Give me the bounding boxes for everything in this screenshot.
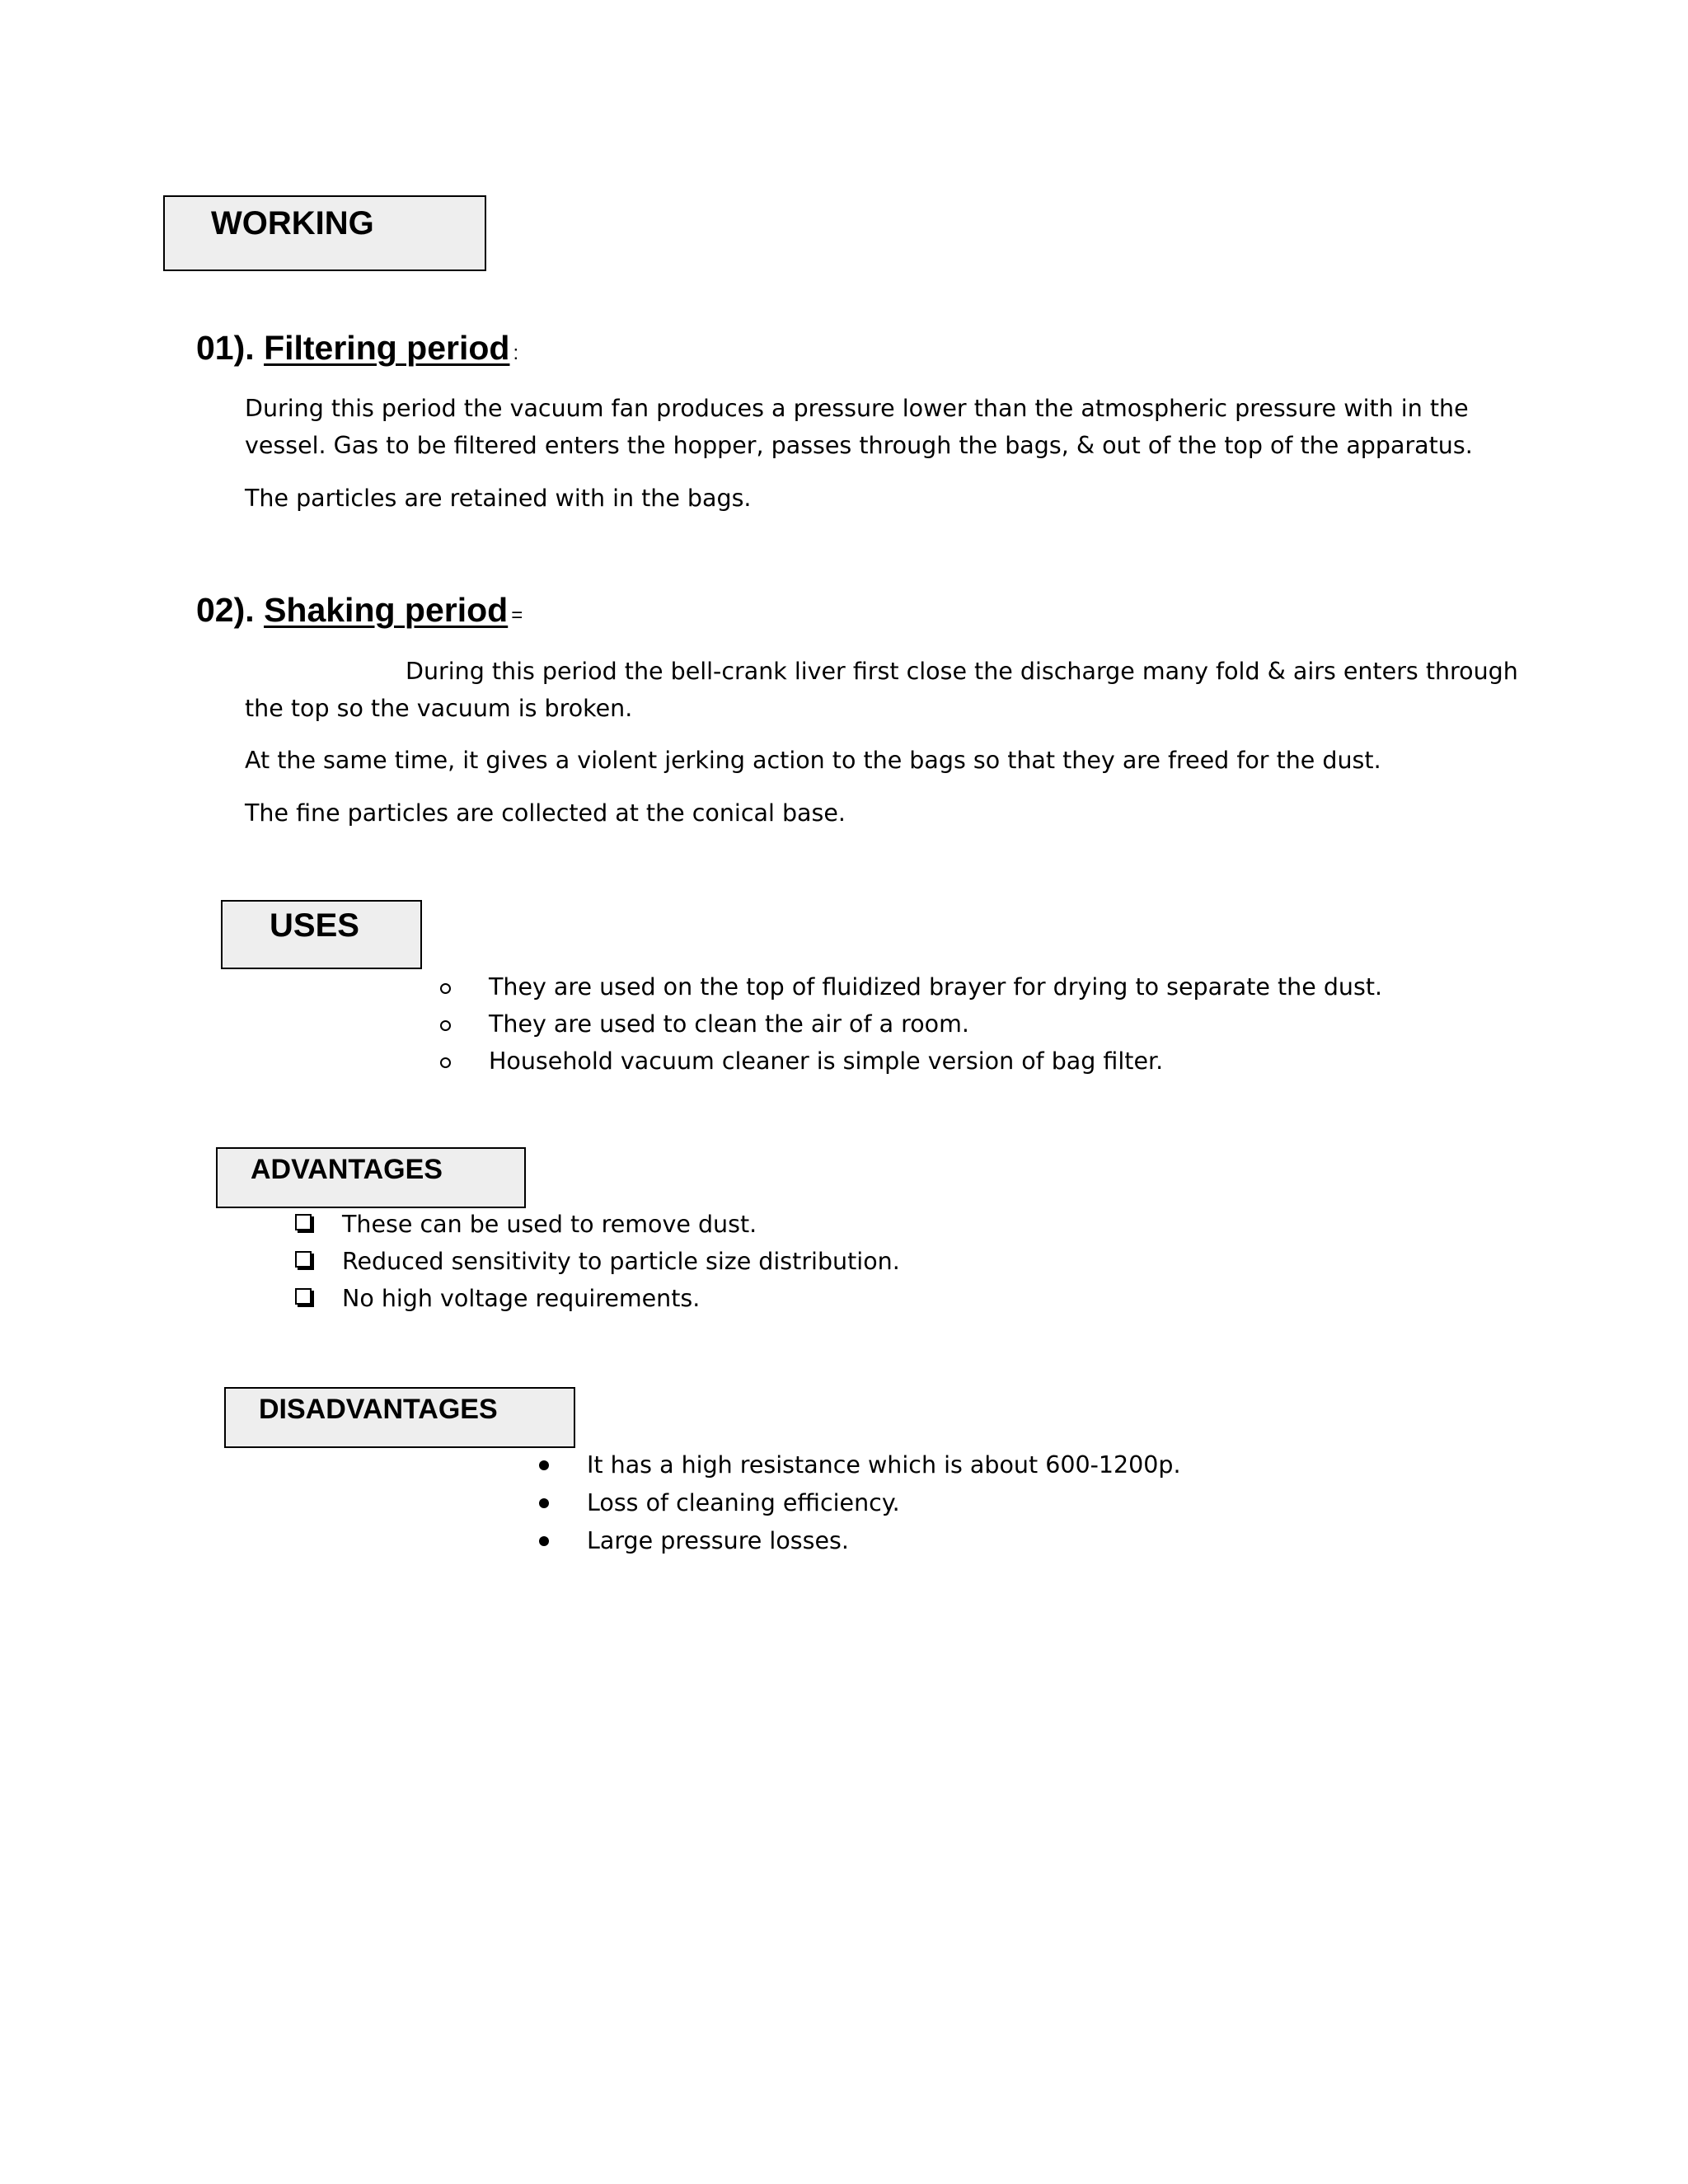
advantages-heading-box (216, 1147, 526, 1208)
filtering-period-title: Filtering period (264, 329, 510, 367)
advantages-heading: ADVANTAGES (251, 1154, 443, 1185)
uses-heading: USES (270, 907, 359, 944)
list-item: They are used on the top of fluidized brayer for drying to separate the dust. (440, 972, 1382, 1002)
filled-circle-bullet-icon (539, 1460, 549, 1470)
filtering-paragraph-retained: The particles are retained with in the bags. (245, 485, 752, 512)
list-item: It has a high resistance which is about 600-1200p. (539, 1451, 1181, 1480)
working-heading-box (163, 195, 486, 271)
shaking-period-title: Shaking period (264, 591, 509, 629)
hollow-circle-bullet-icon (440, 1020, 451, 1031)
filtering-paragraph-line-2: vessel. Gas to be filtered enters the hopper, passes through the bags, & out of the top of the apparatus. (245, 432, 1473, 459)
disadvantages-heading-box (224, 1387, 575, 1448)
shaking-paragraph-line-1: During this period the bell-crank liver first close the discharge many fold & airs enters through (406, 658, 1518, 685)
shaking-paragraph-line-2: the top so the vacuum is broken. (245, 695, 633, 722)
list-item: Household vacuum cleaner is simple version of bag filter. (440, 1047, 1163, 1076)
filtering-paragraph-line-1: During this period the vacuum fan produces a pressure lower than the atmospheric pressure with in the (245, 395, 1469, 422)
list-item: Loss of cleaning efficiency. (539, 1488, 900, 1518)
working-heading: WORKING (211, 205, 374, 241)
filtering-period-suffix: : (513, 342, 519, 364)
filtering-period-number: 01). (196, 329, 255, 367)
shaking-period-suffix: = (511, 604, 523, 626)
filled-circle-bullet-icon (539, 1498, 549, 1508)
shaking-period-heading (196, 593, 523, 627)
checkbox-square-bullet-icon (295, 1214, 312, 1230)
shaking-paragraph-collected: The fine particles are collected at the conical base. (245, 799, 846, 827)
checkbox-square-bullet-icon (295, 1288, 312, 1305)
shaking-paragraph-jerking: At the same time, it gives a violent jerking action to the bags so that they are freed for the dust. (245, 747, 1381, 774)
list-item: These can be used to remove dust. (295, 1210, 757, 1240)
filled-circle-bullet-icon (539, 1536, 549, 1546)
filtering-period-heading (196, 331, 518, 365)
shaking-period-number: 02). (196, 591, 255, 629)
list-item: Reduced sensitivity to particle size distribution. (295, 1247, 900, 1277)
checkbox-square-bullet-icon (295, 1251, 312, 1268)
disadvantages-heading: DISADVANTAGES (259, 1394, 498, 1425)
list-item: No high voltage requirements. (295, 1284, 700, 1314)
hollow-circle-bullet-icon (440, 983, 451, 994)
list-item: Large pressure losses. (539, 1526, 849, 1556)
list-item: They are used to clean the air of a room. (440, 1010, 969, 1039)
uses-heading-box (221, 900, 422, 969)
hollow-circle-bullet-icon (440, 1057, 451, 1068)
